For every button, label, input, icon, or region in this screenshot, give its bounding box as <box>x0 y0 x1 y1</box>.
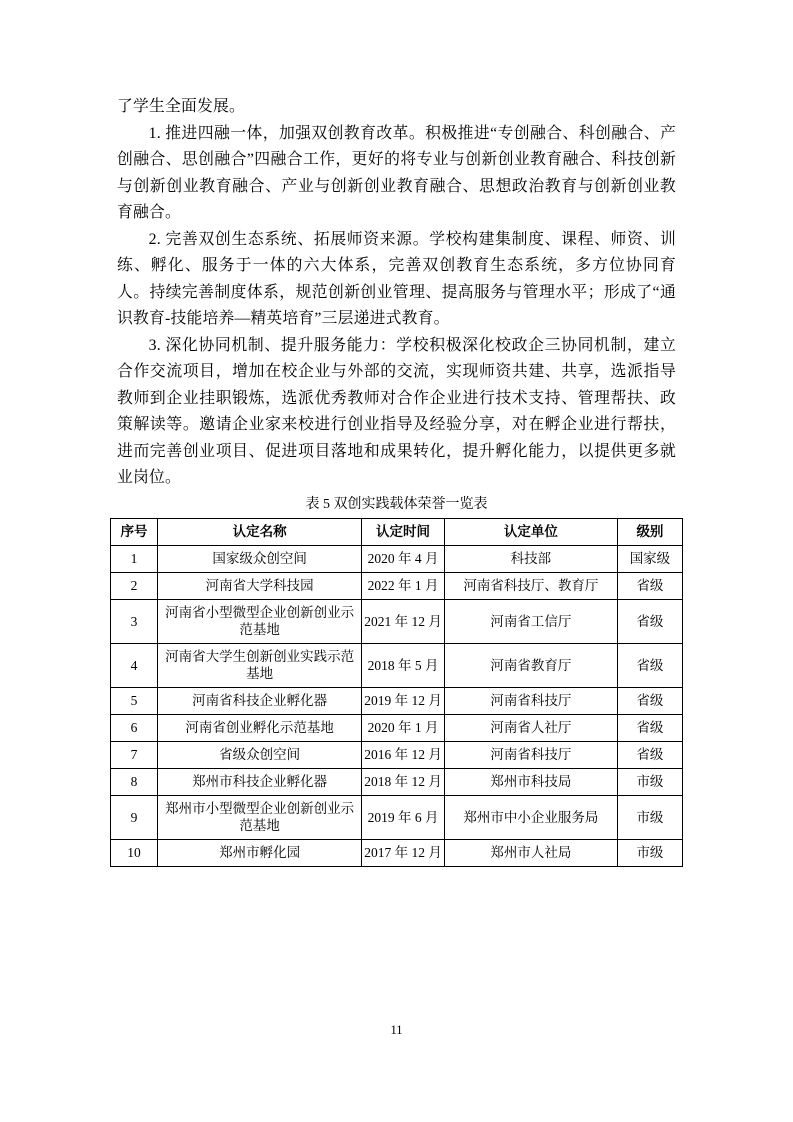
document-content <box>110 94 683 867</box>
table-cell: 省级 <box>617 643 682 687</box>
table-cell: 河南省小型微型企业创新创业示范基地 <box>157 599 361 643</box>
table-cell: 5 <box>111 687 158 714</box>
table-cell: 2022 年 1 月 <box>362 572 445 599</box>
table-cell: 郑州市人社局 <box>444 839 617 866</box>
table-row <box>111 572 683 599</box>
table-cell: 2018 年 12 月 <box>362 768 445 795</box>
table-cell: 河南省工信厅 <box>444 599 617 643</box>
column-header: 序号 <box>111 518 158 545</box>
column-header: 认定名称 <box>157 518 361 545</box>
honors-table-header <box>111 518 683 545</box>
table-cell: 2018 年 5 月 <box>362 643 445 687</box>
honors-table <box>110 518 683 867</box>
table-cell: 科技部 <box>444 545 617 572</box>
table-cell: 市级 <box>617 839 682 866</box>
table-cell: 市级 <box>617 768 682 795</box>
page-number: 11 <box>390 1023 403 1037</box>
column-header: 认定时间 <box>362 518 445 545</box>
table-cell: 2019 年 6 月 <box>362 795 445 839</box>
table-cell: 省级 <box>617 741 682 768</box>
honors-table-body <box>111 545 683 866</box>
body-paragraph: 1. 推进四融一体，加强双创教育改革。积极推进“专创融合、科创融合、产创融合、思创融合”四融合工作，更好的将专业与创新创业教育融合、科技创新与创新创业教育融合、产业与创新创业教育融合、思想政治教育与创新创业教育融合。 <box>117 124 676 221</box>
column-header: 认定单位 <box>444 518 617 545</box>
table-cell: 6 <box>111 714 158 741</box>
table-cell: 国家级 <box>617 545 682 572</box>
table-cell: 省级 <box>617 599 682 643</box>
table-cell: 郑州市孵化园 <box>157 839 361 866</box>
table-cell: 河南省科技企业孵化器 <box>157 687 361 714</box>
table-row <box>111 768 683 795</box>
table-cell: 1 <box>111 545 158 572</box>
table-cell: 郑州市科技企业孵化器 <box>157 768 361 795</box>
table-row <box>111 599 683 643</box>
table-row <box>111 741 683 768</box>
body-paragraph: 了学生全面发展。 <box>117 98 245 115</box>
table-cell: 2 <box>111 572 158 599</box>
table-cell: 2021 年 12 月 <box>362 599 445 643</box>
table-cell: 2016 年 12 月 <box>362 741 445 768</box>
table-row <box>111 839 683 866</box>
table-cell: 省级 <box>617 687 682 714</box>
table-row <box>111 545 683 572</box>
table-cell: 9 <box>111 795 158 839</box>
table-cell: 市级 <box>617 795 682 839</box>
body-paragraph: 2. 完善双创生态系统、拓展师资来源。学校构建集制度、课程、师资、训练、孵化、服务于一体的六大体系，完善双创教育生态系统，多方位协同育人。持续完善制度体系，规范创新创业管理、提高服务与管理水平；形成了“通识教育-技能培养—精英培育”三层递进式教育。 <box>117 230 676 327</box>
table-cell: 10 <box>111 839 158 866</box>
table-cell: 郑州市中小企业服务局 <box>444 795 617 839</box>
table-cell: 省级众创空间 <box>157 741 361 768</box>
table-cell: 2020 年 1 月 <box>362 714 445 741</box>
table-cell: 河南省人社厅 <box>444 714 617 741</box>
table-cell: 河南省科技厅 <box>444 741 617 768</box>
table-cell: 郑州市小型微型企业创新创业示范基地 <box>157 795 361 839</box>
table-row <box>111 643 683 687</box>
table-header-row <box>111 518 683 545</box>
table-cell: 3 <box>111 599 158 643</box>
table-caption: 表 5 双创实践载体荣誉一览表 <box>305 496 488 512</box>
table-cell: 4 <box>111 643 158 687</box>
table-row <box>111 714 683 741</box>
table-cell: 2019 年 12 月 <box>362 687 445 714</box>
table-cell: 7 <box>111 741 158 768</box>
table-cell: 国家级众创空间 <box>157 545 361 572</box>
column-header: 级别 <box>617 518 682 545</box>
table-cell: 河南省创业孵化示范基地 <box>157 714 361 741</box>
table-cell: 郑州市科技局 <box>444 768 617 795</box>
table-cell: 河南省科技厅 <box>444 687 617 714</box>
table-cell: 8 <box>111 768 158 795</box>
table-cell: 省级 <box>617 572 682 599</box>
table-cell: 2020 年 4 月 <box>362 545 445 572</box>
body-paragraph: 3. 深化协同机制、提升服务能力：学校积极深化校政企三协同机制，建立合作交流项目，增加在校企业与外部的交流，实现师资共建、共享，选派指导教师到企业挂职锻炼，选派优秀教师对合作企业进行技术支持、管理帮扶、政策解读等。邀请企业家来校进行创业指导及经验分享，对在孵企业进行帮扶，进而完善创业项目、促进项目落地和成果转化，提升孵化能力，以提供更多就业岗位。 <box>117 336 676 486</box>
table-cell: 河南省大学科技园 <box>157 572 361 599</box>
table-cell: 河南省教育厅 <box>444 643 617 687</box>
table-cell: 省级 <box>617 714 682 741</box>
table-row <box>111 687 683 714</box>
table-row <box>111 795 683 839</box>
table-cell: 河南省科技厅、教育厅 <box>444 572 617 599</box>
table-cell: 2017 年 12 月 <box>362 839 445 866</box>
table-cell: 河南省大学生创新创业实践示范基地 <box>157 643 361 687</box>
